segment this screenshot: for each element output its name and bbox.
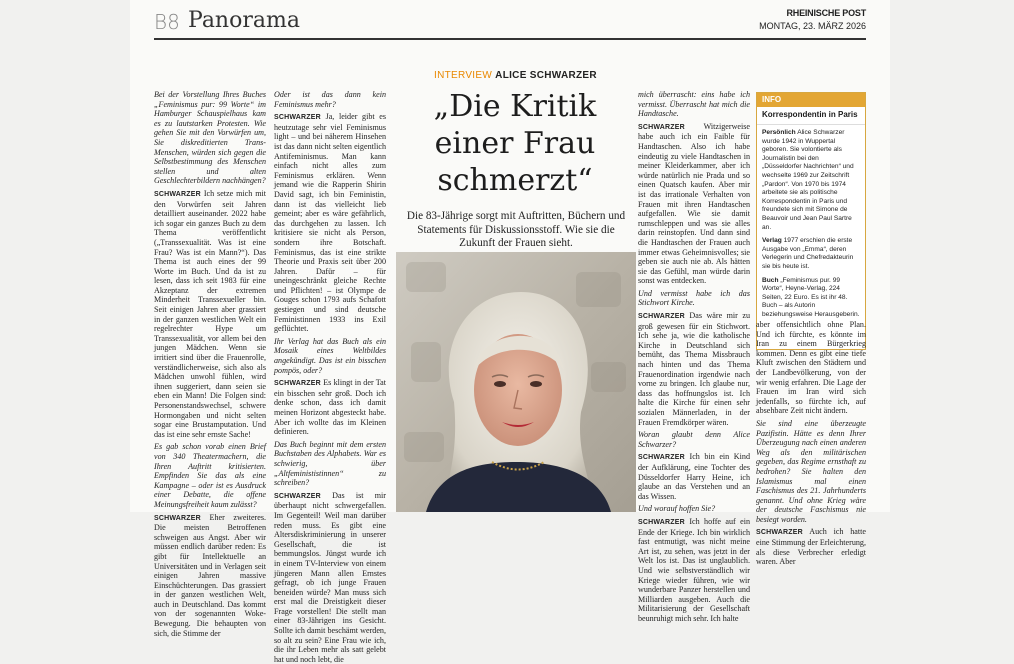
answer: SCHWARZER Ich hoffe auf ein Ende der Kriege. Ich bin wirklich fast entmutigt, was nicht meine Art ist, zu sehen, was jetzt in der Welt los ist. Das ist unglaublich. Und wie selbstverständlich wir Kriege wieder führen, wie wir wunderbare Panzer herstellen und Milliarden ausgeben. Auch die Militarisierung der Gesellschaft beunruhigt mich sehr. Ich halte [638, 516, 750, 623]
info-box [756, 92, 866, 350]
question: Sie sind eine überzeugte Pazifistin. Hätte es denn Ihrer Überzeugung nach einen anderen Weg als den militärischen gegeben, das Regime ernsthaft zu bedrohen? Sie halten den Islamismus mal einen Faschismus des 21. Jahrhunderts genannt. Und ohne Krieg wäre der deutsche Faschismus nie besiegt worden. [756, 418, 866, 524]
answer: SCHWARZER Witzigerweise habe auch ich ein Faible für Handtaschen. Also ich habe eindeutig zu viele Handtaschen in meiner Kleiderkammer, aber ich würde natürlich nie Prada und so einen Quatsch kaufen. Aber mir ist das irrationale Verhalten von Frauen mit ihren Handtaschen aufgefallen. Wie sie damit rumschleppen und was sie alles darin reinstopfen. Und dann sind die Handtaschen der Frauen auch immer etwas Geheimnisvolles; sie geben sie auch nie ab. Als hätten sie das Gefühl, man würde darin sonst was entdecken. [638, 121, 750, 286]
portrait-photo [396, 252, 636, 512]
question: mich überrascht: eins habe ich vermisst. Überrascht hat mich die Handtasche. [638, 90, 750, 119]
speaker-label: SCHWARZER [154, 190, 201, 198]
question: Und worauf hoffen Sie? [638, 504, 716, 514]
question: Das Buch beginnt mit dem ersten Buchstaben des Alphabets. War es schwierig, über „Altfeminististinnen“ zu schreiben? [274, 439, 386, 488]
portrait-image [396, 252, 636, 512]
column-2 [274, 90, 386, 664]
article-lead: Die 83-Jährige sorgt mit Auftritten, Büchern und Statements für Diskussionsstoff. Wie sie die Zukunft der Frauen sieht. [406, 210, 626, 249]
kicker-name: ALICE SCHWARZER [495, 70, 597, 81]
question: Und vermisst habe ich das Stichwort Kirche. [638, 288, 750, 308]
question: Bei der Vorstellung Ihres Buches „Feminismus pur: 99 Worte“ im Hamburger Schauspielhaus kam es zu lautstarken Protesten. Wie gehen Sie mit den Vorwürfen um, Sie diskreditierten Trans-Menschen, würden sich gegen die Selbstbestimmung des Menschen stellen und alten Geschlechterbildern nachhängen? [154, 90, 266, 186]
question: Ihr Verlag hat das Buch als ein Mosaik eines Weltbildes angekündigt. Das ist ein bisschen pompös, oder? [274, 336, 386, 375]
speaker-label: SCHWARZER [638, 518, 685, 526]
question: Es gab schon vorab einen Brief von 340 Theatermachern, die Ihren Auftritt kritisierten. Empfinden Sie das als eine Kampagne – oder ist es Ausdruck einer Debatte, die offene Meinungsfreiheit kaum zulässt? [154, 442, 266, 509]
answer: SCHWARZER Das ist mir überhaupt nicht schwergefallen. Im Gegenteil! Weil man darüber reden muss. Es gibt eine Altersdiskriminierung in unserer Gesellschaft, die ist bemmungslos. Jüngst wurde ich in einem TV-Interview von einem jüngeren Mann allen Ernstes gefragt, ob ich junge Frauen beneiden würde? Man muss sich erst mal die Dreistigkeit dieser Frage vorstellen! Die stellt man einer 83-Jährigen ins Gesicht. Sollte ich damit beschämt werden, so alt zu sein? Eine Frau wie ich, die ihr Leben mehr als satt gelebt hat und noch lebt, die [274, 490, 386, 664]
info-paragraph: Buch „Feminismus pur. 99 Worte“, Heyne-Verlag, 224 Seiten, 22 Euro. Es ist ihr 48. Buch – als Autorin beziehungsweise Herausgeberin. [762, 276, 860, 318]
answer: SCHWARZER Das wäre mir zu groß gewesen für ein Stichwort. Ich sehe ja, wie die katholische Kirche in Deutschland sich bemüht, das Thema Missbrauch nach hinten und das Thema Frauenordination irgendwie nach vorne zu bringen. Ich glaube nur, dass das hoffnungslos ist. Ich halte die Kirche für einen sehr sozialen Männerladen, in der Frauen Fremdkörper wären. [638, 311, 750, 427]
speaker-label: SCHWARZER [638, 313, 685, 321]
speaker-label: SCHWARZER [638, 123, 685, 131]
column-4 [756, 320, 866, 567]
info-paragraph: Persönlich Alice Schwarzer wurde 1942 in Wuppertal geboren. Sie volontierte als Journalistin bei den „Düsseldorfer Nachrichten“ und wechselte 1969 zur Zeitschrift „Pardon“. Von 1970 bis 1974 arbeitete sie als politische Korrespondentin in Paris und freundete sich mit Simone de Beauvoir und Jean Paul Sartre an. [762, 129, 854, 231]
info-body [757, 125, 865, 328]
speaker-label: SCHWARZER [274, 114, 321, 122]
speaker-label: SCHWARZER [756, 529, 803, 537]
speaker-label: SCHWARZER [274, 492, 321, 500]
info-paragraph: Verlag 1977 erschien die erste Ausgabe von „Emma“, deren Verlegerin und Chefredakteurin sie bis heute ist. [762, 237, 854, 270]
question: Oder ist das dann kein Feminismus mehr? [274, 90, 386, 109]
answer: aber offensichtlich ohne Plan. Und ich fürchte, es könnte im Iran zu einem Bürgerkrieg kommen. Denn es gibt eine tiefe Kluft zwischen den Städtern und der Landbevölkerung, von der wir wenig erfahren. Die Lage der Frauen im Iran wird sich jedenfalls, so fürchte ich, auf absehbare Zeit nicht ändern. [756, 320, 866, 416]
answer: SCHWARZER Ja, leider gibt es heutzutage sehr viel Feminismus light – und bei näherem Hinsehen ist das dann nicht selten eigentlich Antifeminismus. Man kann einfach nicht alles zum Feminismus erklären. Wenn jemand wie die Rapperin Shirin David sagt, ich bin Feministin, dann ist das vielleicht lieb gemeint; aber es wäre gefährlich, das durchgehen zu lassen. Ich kritisiere sie nicht als Person, sondern ihre Botschaft. Feminismus, das ist eine strikte Theorie und Praxis seit über 200 Jahren. Dafür – für uneingeschränkt gleiche Rechte und Pflichten! – ist Olympe de Gouges schon 1793 aufs Schafott gestiegen und sind deutsche Feministinnen 1933 ins Exil geflüchtet. [274, 112, 386, 334]
column-1 [154, 90, 266, 638]
speaker-label: SCHWARZER [638, 454, 685, 462]
column-3 [638, 90, 750, 623]
kicker-label: INTERVIEW [434, 70, 493, 81]
answer: SCHWARZER Es klingt in der Tat ein bisschen sehr groß. Doch ich denke schon, dass ich damit meinen Horizont abgesteckt habe. Aber ich wollte das im Kleinen definieren. [274, 378, 386, 437]
article-kicker [434, 70, 634, 81]
question: Woran glaubt denn Alice Schwarzer? [638, 430, 750, 449]
info-tag: INFO [757, 93, 865, 107]
speaker-label: SCHWARZER [274, 380, 321, 388]
newspaper-brand: RHEINISCHE POST [786, 8, 866, 18]
info-title: Korrespondentin in Paris [757, 107, 865, 125]
newspaper-page [130, 0, 890, 664]
section-title: Panorama [188, 8, 300, 33]
answer: SCHWARZER Ich bin ein Kind der Aufklärung, eine Tochter des Düsseldorfer Harry Heine, ich glaube an das Verstehen und an das Wissen. [638, 452, 750, 501]
speaker-label: SCHWARZER [154, 514, 201, 522]
page-header [154, 6, 866, 40]
answer: SCHWARZER Ich setze mich mit den Vorwürfen seit Jahren detailliert auseinander. 2022 habe ich sogar ein ganzes Buch zu dem Thema veröffentlicht („Transsexualität. Was ist eine Frau? Was ist ein Mann?“). Das Thema ist auch eines der 99 Worte im Buch. Und da ist zu lesen, dass ich seit 1983 für eine Akzeptanz der extremen Minderheit Transsexueller bin. Seit einigen Jahren aber grassiert in der ganzen westlichen Welt ein regelrechter Hype um Transsexualität, vor allem bei den jungen Mädchen. Wenn sie irritiert sind über die Frauenrolle, verständlicherweise, sich also als Mädchen unwohl fühlen, wird ihnen suggeriert, dann seien sie eben ein Mann! Die Folgen sind: Personenstandswechsel, schwere Hormongaben und nicht selten sogar eine Brustamputation. Und das ist eine sehr ernste Sache! [154, 188, 266, 439]
issue-date: MONTAG, 23. MÄRZ 2026 [759, 21, 866, 31]
article-headline: „Die Kritik einer Frau schmerzt“ [433, 89, 597, 198]
answer: SCHWARZER Auch ich hatte eine Stimmung der Erleichterung, als diese Verbrecher erledigt waren. Aber [756, 527, 866, 567]
page-number: B8 [154, 10, 180, 34]
answer: SCHWARZER Eher zweiteres. Die meisten Betroffenen schweigen aus Angst. Aber wir müssen endlich darüber reden: Es gibt für Intellektuelle an Universitäten und in Verlagen seit einigen Jahren massive Einschüchterungen. Das grassiert in der ganzen westlichen Welt, auch in Deutschland. Das kommt von der sogenannten Woke-Bewegung. Die behaupten von sich, die Stimme der [154, 512, 266, 638]
